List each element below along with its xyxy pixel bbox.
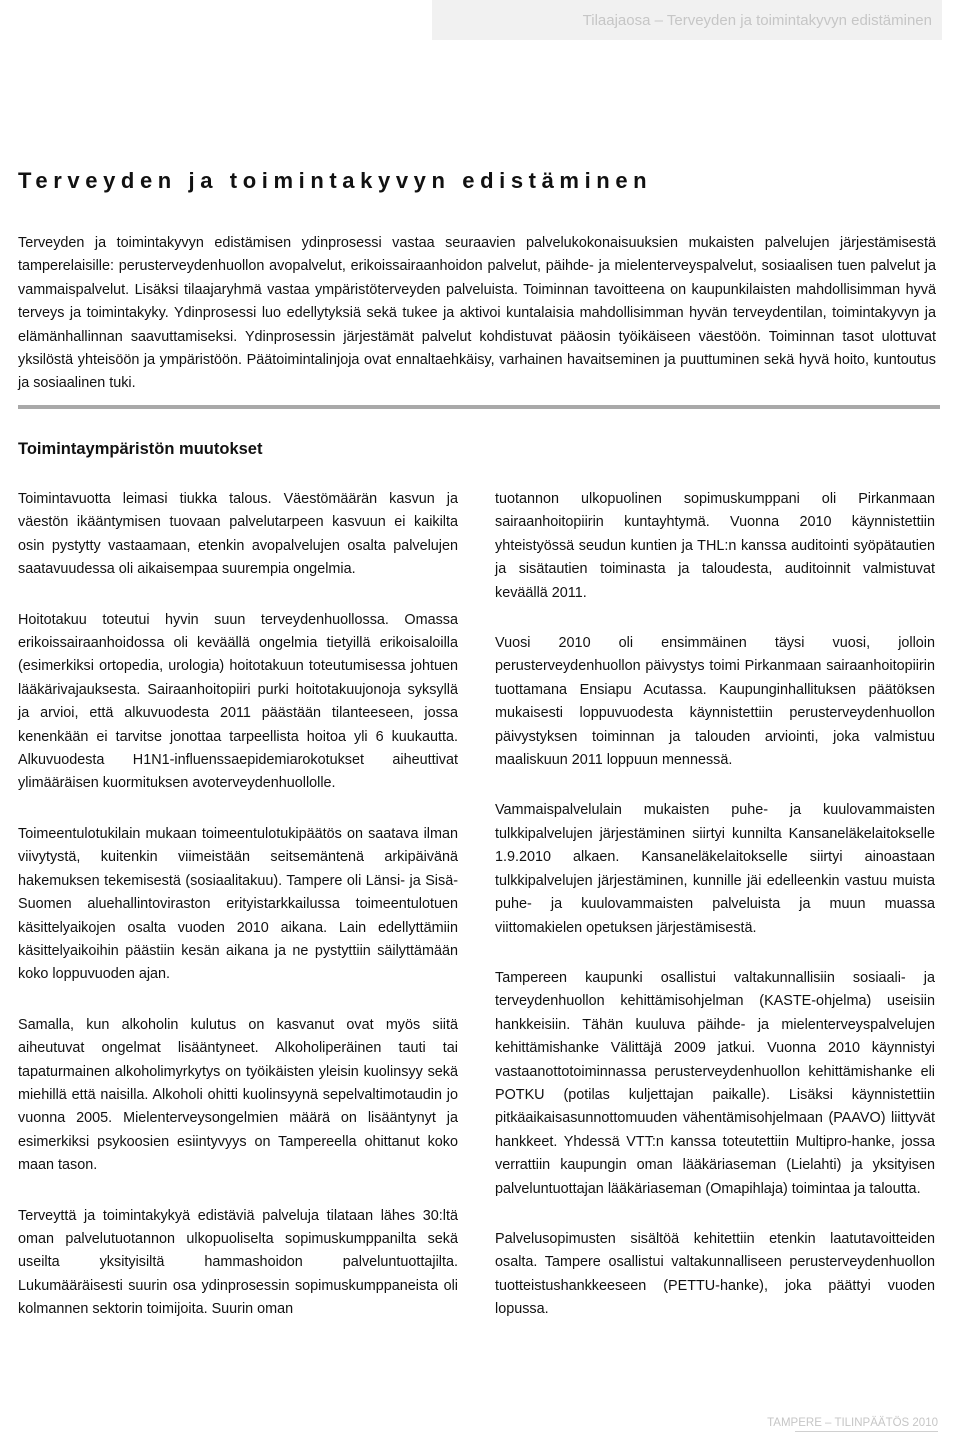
page-title: Terveyden ja toimintakyvyn edistäminen [18,168,653,193]
body-paragraph: Samalla, kun alkoholin kulutus on kasvanut ovat myös siitä aiheutuvat ongelmat lisääntyneet. Alkoholiperäinen tauti tai tapaturmainen alkoholimyrkytys on työikäisten yleisin kuolinsyy sekä miehillä että naisilla. Alkoholi ohitti kuolinsyynä sepelvaltimotaudin jo vuonna 2005. Mielenterveysongelmien määrä on lisääntynyt ja esimerkiksi psykoosien esiintyvyys on Tampereella ohittanut koko maan tason. [18,1016,458,1174]
page-footer: TAMPERE – TILINPÄÄTÖS 2010 [767,1417,938,1429]
running-header [432,0,942,40]
section-heading: Toimintaympäristön muutokset [18,440,263,458]
body-paragraph: Toimeentulotukilain mukaan toimeentulotukipäätös on saatava ilman viivytystä, kuitenkin viimeistään seitsemäntenä arkipäivänä hakemuksen tekemisestä (sosiaalitakuu). Tampere oli Länsi- ja Sisä-Suomen aluehallintoviraston erityistarkkailussa toimeentulotuen käsittelyaikojen osalta vuoden 2010 aikana. Lain edellyttämiin käsittelyaikoihin päästiin kesän aikana ja ne pystyttiin säilyttämään koko loppuvuoden ajan. [18,825,458,983]
left-column [18,488,458,1349]
section-divider [18,405,940,409]
body-paragraph: Vuosi 2010 oli ensimmäinen täysi vuosi, jolloin perusterveydenhuollon päivystys toimi Pirkanmaan sairaanhoitopiirin tuottamana Ensiapu Acutassa. Kaupunginhallituksen päätöksen mukaisesti loppuvuodesta käynnistettiin perusterveydenhuollon päivystyksen toiminnan ja talouden arviointi, joka valmistuu maaliskuun 2011 loppuun mennessä. [495,635,935,769]
body-paragraph: Tampereen kaupunki osallistui valtakunnallisiin sosiaali- ja terveydenhuollon kehittämisohjelman (KASTE-ohjelma) useisiin hankkeisiin. Tähän kuuluva päihde- ja mielenterveyspalvelujen kehittämishanke Välittäjä 2009 jatkui. Vuonna 2010 käynnistyi vastaanottotoiminnassa perusterveydenhuollon kehittämishanke eli POTKU (potilas kuljettajan paikalle). Lisäksi käynnistettiin pitkäaikaisasunnottomuuden vähentämisohjelmaan (PAAVO) liittyvät hankkeet. Yhdessä VTT:n kanssa toteutettiin Multipro-hanke, jossa verrattiin kaupungin oman lääkäriaseman (Lielahti) ja yksityisen palveluntuottajan lääkäriaseman (Omapihlaja) toimintaa ja taloutta. [495,969,935,1197]
body-paragraph: Terveyttä ja toimintakykyä edistäviä palveluja tilataan lähes 30:ltä oman palvelutuotannon ulkopuoliselta sopimuskumppanilta sekä useilta yksityisiltä hammashoidon palveluntuottajilta. Lukumääräisesti suurin osa ydinprosessin sopimuskumppaneista oli kolmannen sektorin toimijoita. Suurin oman [18,1207,458,1318]
intro-paragraph: Terveyden ja toimintakyvyn edistämisen ydinprosessi vastaa seuraavien palvelukokonaisuuksien mukaisten palvelujen järjestämisestä tamperelaisille: perusterveydenhuollon avopalvelut, erikoissairaanhoidon palvelut, päihde- ja mielenterveyspalvelut, sosiaalisen tuen palvelut ja vammaispalvelut. Lisäksi tilaajaryhmä vastaa ympäristöterveyden palveluista. Toiminnan tavoitteena on kaupunkilaisten mahdollisimman hyvä terveys ja toimintakyky. Ydinprosessi luo edellytyksiä sekä tukee ja aktivoi kuntalaisia mahdollisimman hyvän terveydentilan, toimintakyvyn ja elämänhallinnan saavuttamiseksi. Ydinprosessin järjestämät palvelut kohdistuvat pääosin työikäiseen väestöön. Toiminnan tasot ulottuvat yksilöstä yhteisöön ja ympäristöön. Päätoimintalinjoja ovat ennaltaehkäisy, varhainen havaitseminen ja puuttuminen sekä hyvä hoito, kuntoutus ja sosiaalinen tuki. [18,235,936,392]
body-paragraph: Palvelusopimusten sisältöä kehitettiin etenkin laatutavoitteiden osalta. Tampere osallistui valtakunnalliseen perusterveydenhuollon tuotteistushankkeeseen (PETTU-hanke), joka päättyi vuoden lopussa. [495,1230,935,1318]
body-paragraph: tuotannon ulkopuolinen sopimuskumppani oli Pirkanmaan sairaanhoitopiirin kuntayhtymä. Vuonna 2010 käynnistettiin yhteistyössä seudun kuntien ja THL:n kanssa auditointi syöpätautien ja sisätautien toiminasta ja taloudesta, auditoinnit valmistuvat keväällä 2011. [495,491,935,601]
body-paragraph: Vammaispalvelulain mukaisten puhe- ja kuulovammaisten tulkkipalvelujen järjestäminen siirtyi kunnilta Kansaneläkelaitokselle 1.9.2010 alkaen. Kansaneläkelaitokselle siirtyi ainoastaan tulkkipalvelujen järjestäminen, kunnille jäi edelleenkin vastuu muista puhe- ja kuulovammaisten palveluista ja muun muassa viittomakielen opetuksen järjestämisestä. [495,802,935,936]
running-header-title: Tilaajaosa – Terveyden ja toimintakyvyn edistäminen [582,11,932,29]
body-paragraph: Hoitotakuu toteutui hyvin suun terveydenhuollossa. Omassa erikoissairaanhoidossa oli keväällä ongelmia tietyillä erikoisaloilla (esimerkiksi ortopedia, urologia) hoitotakuun toteutumisessa johtuen lääkärivajauksesta. Sairaanhoitopiiri purki hoitotakuujonoja syksyllä ja arvioi, että alkuvuodesta 2011 päästään tilanteeseen, jossa kenenkään ei tarvitse jonottaa tarpeellista hoitoa yli 6 kuukautta. Alkuvuodesta H1N1-influenssaepidemiarokotukset aiheuttivat ylimääräisen kuormituksen avoterveydenhuollolle. [18,611,458,792]
body-paragraph: Toimintavuotta leimasi tiukka talous. Väestömäärän kasvun ja väestön ikääntymisen tuovaan palvelutarpeen kasvuun ei kaikilta osin pystytty vastaamaan, etenkin avopalvelujen osalta palvelujen saatavuudessa oli aikaisempaa suurempia ongelmia. [18,491,458,578]
right-column [495,488,935,1349]
footer-rule [795,1431,938,1432]
